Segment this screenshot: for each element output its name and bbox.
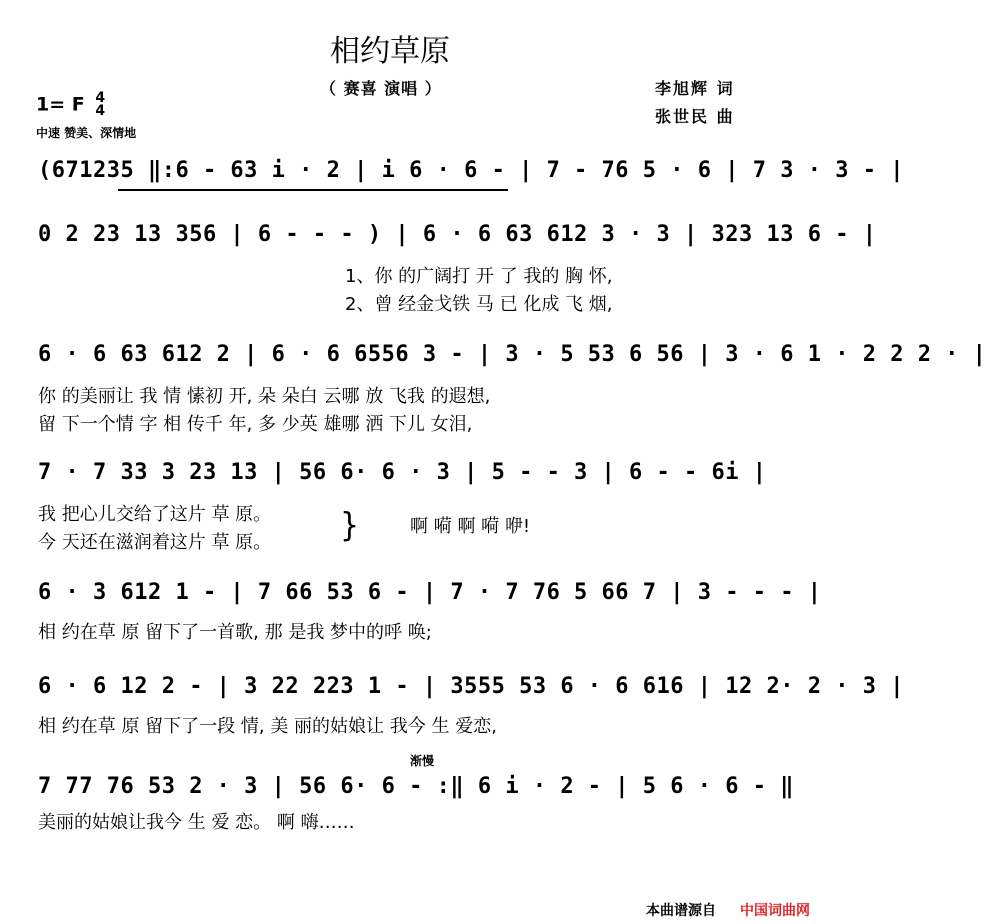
footer-source: 本曲谱源自 (646, 903, 716, 919)
time-signature (95, 92, 105, 118)
lyric-verse1-line2: 你 的美丽让 我 情 愫初 开, 朵 朵白 云哪 放 飞我 的遐想, (38, 386, 491, 407)
notation-staff-6 (28, 672, 904, 706)
lyric-chorus-line3: 美丽的姑娘让我今 生 爱 恋。 啊 嗨…… (38, 812, 355, 833)
staff-notes: 7 · 7 33 3 23 13 | 56 6· 6 · 3 | 5 - - 3 | 6 - - 6i | (38, 460, 767, 485)
staff-notes: 6 · 6 12 2 - | 3 22 223 1 - | 3555 53 6 · 6 616 | 12 2· 2 · 3 | (38, 674, 904, 699)
lyric-interlude: 啊 嗬 啊 嗬 咿! (410, 516, 531, 537)
tempo-change-marking: 渐慢 (410, 754, 435, 768)
time-signature-bottom: 4 (95, 103, 106, 119)
lyricist-credit: 李旭辉 词 (655, 79, 735, 98)
staff-notes: (671235 ‖:6 - 63 i · 2 | i 6 · 6 - | 7 - 76 5 · 6 | 7 3 · 3 - | (38, 158, 904, 183)
staff-notes: 6 · 6 63 612 2 | 6 · 6 6556 3 - | 3 · 5 53 6 56 | 3 · 6 1 · 2 2 2 · | (38, 342, 986, 367)
notation-staff-2 (28, 220, 877, 254)
lyric-chorus-line2: 相 约在草 原 留下了一段 情, 美 丽的姑娘让 我今 生 爱恋, (38, 716, 497, 737)
staff-notes: 0 2 23 13 356 | 6 - - - ) | 6 · 6 63 612 3 · 3 | 323 13 6 - | (38, 222, 877, 247)
singer-credit: （ 赛喜 演唱 ） (320, 79, 442, 98)
key-signature (36, 92, 105, 118)
notation-staff-1 (28, 156, 904, 190)
song-title: 相约草原 (330, 34, 450, 69)
lyric-chorus-line1: 相 约在草 原 留下了一首歌, 那 是我 梦中的呼 唤; (38, 622, 432, 643)
notation-staff-3 (28, 340, 986, 374)
staff-notes: 6 · 3 612 1 - | 7 66 53 6 - | 7 · 7 76 5 66 7 | 3 - - - | (38, 580, 822, 605)
footer-brand[interactable]: 中国词曲网 (740, 903, 810, 919)
verse-brace: } (340, 506, 360, 545)
key-label: 1= F (36, 93, 85, 116)
staff-notes: 7 77 76 53 2 · 3 | 56 6· 6 - :‖ 6 i · 2 - | 5 6 · 6 - ‖ (38, 774, 794, 799)
composer-credit: 张世民 曲 (655, 107, 735, 126)
time-signature-top: 4 (95, 90, 106, 106)
notation-staff-4 (28, 458, 788, 492)
lyric-verse2-line1: 2、曾 经金戈铁 马 已 化成 飞 烟, (345, 294, 613, 315)
lyric-verse2-line2: 留 下一个情 字 相 传千 年, 多 少英 雄哪 洒 下儿 女泪, (38, 414, 473, 435)
lyric-verse1-line1: 1、你 的广阔打 开 了 我的 胸 怀, (345, 266, 613, 287)
lyric-verse2-line3: 今 天还在滋润着这片 草 原。 (38, 532, 272, 553)
tempo-marking: 中速 赞美、深情地 (36, 126, 137, 140)
notation-staff-7 (28, 772, 794, 806)
beam-line (118, 189, 508, 191)
notation-staff-5 (28, 578, 822, 612)
lyric-verse1-line3: 我 把心儿交给了这片 草 原。 (38, 504, 272, 525)
